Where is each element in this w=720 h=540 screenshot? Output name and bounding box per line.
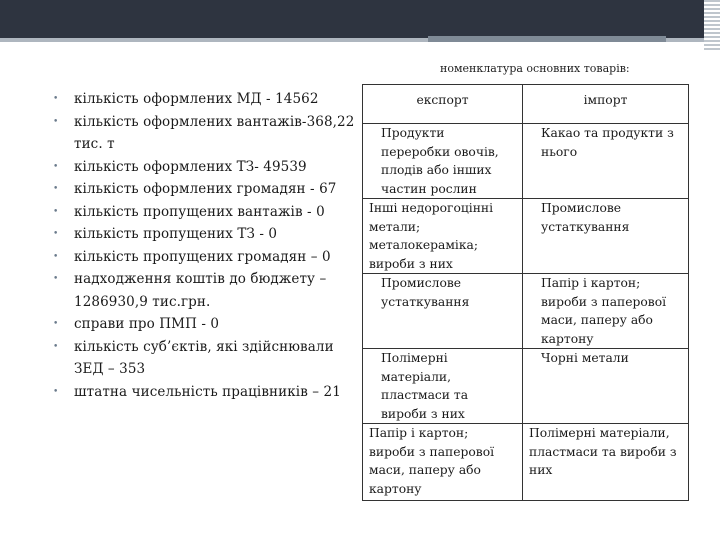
bullet-icon: • — [53, 184, 59, 194]
corner-decor-stripes — [704, 0, 720, 50]
bullet-item: • надходження коштів до бюджету – 1286930,9 тис.грн. — [52, 268, 357, 313]
export-cell: Інші недорогоцінні метали; металокераміка; вироби з них — [363, 199, 523, 274]
goods-nomenclature-table — [362, 84, 689, 501]
bullet-icon: • — [53, 319, 59, 329]
table-row — [363, 199, 689, 274]
bullet-item: • штатна чисельність працівників – 21 — [52, 381, 357, 404]
import-cell: Полімерні матеріали, пластмаси та вироби з них — [523, 424, 689, 501]
bullet-icon: • — [53, 206, 59, 217]
bullet-icon: • — [53, 341, 59, 352]
bullet-icon: • — [53, 386, 59, 397]
table-row — [363, 349, 689, 424]
table-row — [363, 124, 689, 199]
export-cell: Полімерні матеріали, пластмаси та вироби з них — [363, 349, 523, 424]
header-import: імпорт — [523, 85, 689, 124]
bullet-icon: • — [53, 274, 59, 284]
import-cell: Промислове устаткування — [523, 199, 689, 274]
import-cell: Какао та продукти з нього — [523, 124, 689, 199]
bullet-item: • кількість пропущених вантажів - 0 — [52, 201, 357, 224]
bullet-item: • справи про ПМП - 0 — [52, 313, 357, 336]
table-caption: номенклатура основних товарів: — [440, 62, 630, 75]
bullet-icon: • — [53, 94, 59, 104]
import-cell: Чорні метали — [523, 349, 689, 424]
export-cell: Папір і картон; вироби з паперової маси, паперу або картону — [363, 424, 523, 501]
table-row — [363, 424, 689, 501]
top-decor-band — [0, 0, 720, 38]
bullet-icon: • — [53, 161, 59, 172]
header-export: експорт — [363, 85, 523, 124]
bullet-icon: • — [53, 229, 59, 239]
bullet-item: • кількість пропущених громадян – 0 — [52, 246, 357, 269]
top-decor-accent — [428, 36, 666, 42]
export-cell: Продукти переробки овочів, плодів або інших частин рослин — [363, 124, 523, 199]
bullet-item: • кількість оформлених вантажів-368,22 тис. т — [52, 111, 357, 156]
bullet-item: • кількість суб’єктів, які здійснювали ЗЕД – 353 — [52, 336, 357, 381]
bullet-icon: • — [53, 251, 59, 262]
table-row — [363, 274, 689, 349]
bullet-item: • кількість оформлених ТЗ- 49539 — [52, 156, 357, 179]
import-cell: Папір і картон; вироби з паперової маси, паперу або картону — [523, 274, 689, 349]
bullet-item: • кількість оформлених МД - 14562 — [52, 88, 357, 111]
bullet-item: • кількість оформлених громадян - 67 — [52, 178, 357, 201]
bullet-icon: • — [53, 116, 59, 127]
bullet-item: • кількість пропущених ТЗ - 0 — [52, 223, 357, 246]
export-cell: Промислове устаткування — [363, 274, 523, 349]
table-header-row — [363, 85, 689, 124]
stats-bullet-list — [52, 88, 357, 403]
